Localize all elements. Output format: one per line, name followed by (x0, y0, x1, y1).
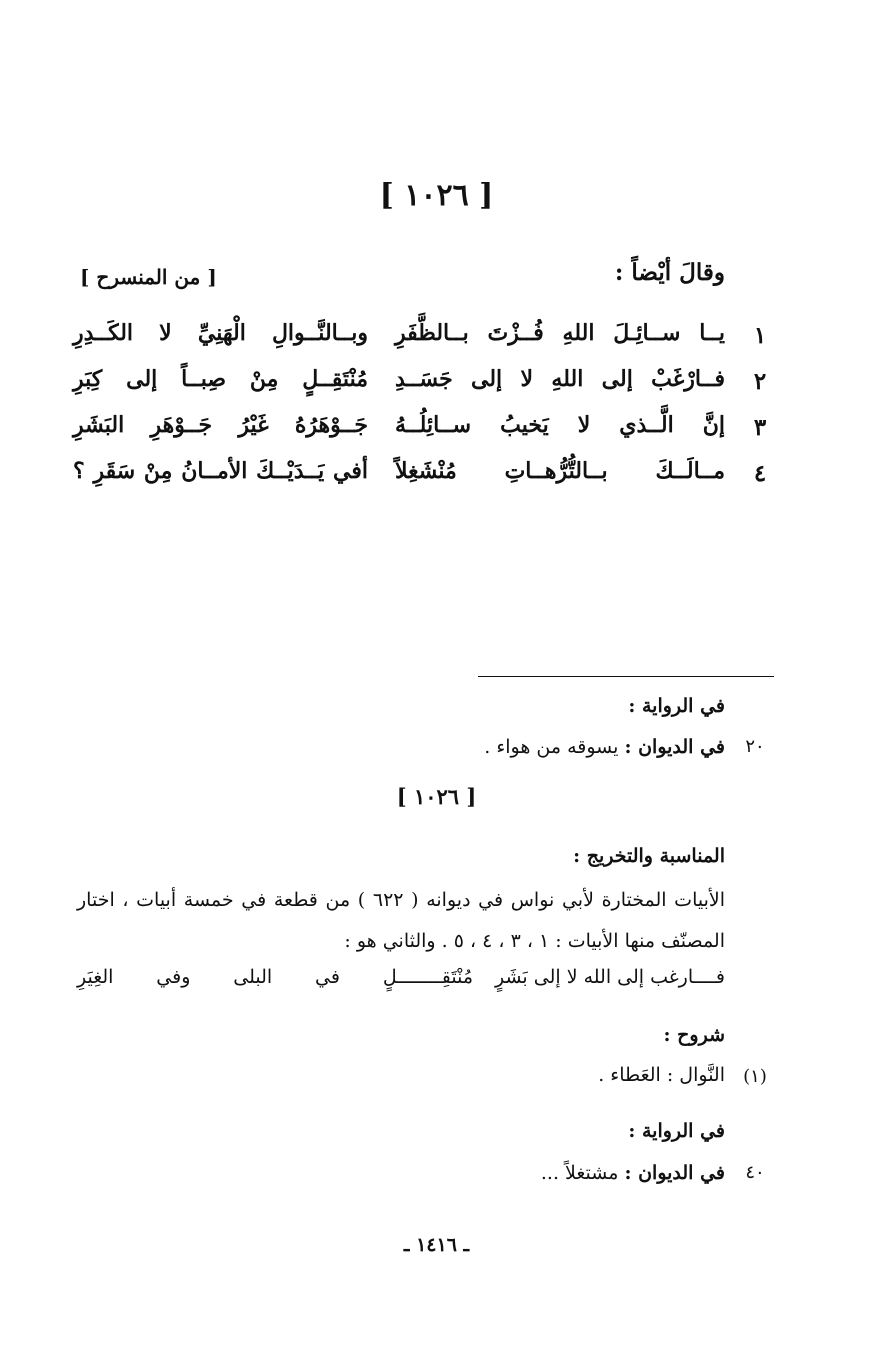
riwaya-note-text: يسوقه من هواء . (484, 736, 619, 758)
takhrij-line-1: الأبيات المختارة لأبي نواس في ديوانه ( ٦٢٢ ) من قطعة في خمسة أبيات ، اختار (77, 889, 725, 911)
riwaya-heading-2: في الرواية : (628, 1120, 725, 1142)
riwaya-note-text-2: مشتغلاً ... (540, 1162, 619, 1184)
verse-second-hemistich: جَــوْهَرُهُ غَيْرُ جَــوْهَرِ البَشَرِ (73, 412, 368, 438)
shuruh-number: (١) (743, 1066, 767, 1087)
notes-poem-ref: [ ١٠٢٦ ] (396, 784, 477, 809)
riwaya-note-label: في الديوان : (624, 736, 725, 758)
intro-line: وقالَ أيْضاً : (614, 259, 725, 286)
takhrij-heading: المناسبة والتخريج : (573, 845, 725, 867)
shuruh-heading: شروح : (663, 1024, 725, 1046)
takhrij-line-2: المصنّف منها الأبيات : ١ ، ٣ ، ٤ ، ٥ . والثاني هو : (344, 930, 725, 952)
verse-number: ١ (753, 322, 767, 349)
meter-label: [ من المنسرح ] (80, 265, 217, 289)
verse-second-hemistich: وبــالنَّــوالِ الْهَنِيِّ لا الكَــدِرِ (73, 320, 368, 346)
verse-second-hemistich: مُنْتَقِــلٍ مِنْ صِبــاً إلى كِبَرِ (73, 366, 368, 392)
cited-verse-first-hemistich: فــــارغب إلى الله لا إلى بَشَرٍ (494, 966, 725, 988)
note-verse-number: ٢٠ (745, 736, 765, 757)
note-verse-number-2: ٤٠ (745, 1162, 765, 1183)
riwaya-note-label-2: في الديوان : (624, 1162, 725, 1184)
verse-number: ٢ (753, 368, 767, 395)
verse-first-hemistich: إنَّ الَّــذي لا يَخيبُ ســائِلُــهُ (395, 412, 725, 438)
verse-first-hemistich: مــالَــكَ بــالتُّرُّهــاتِ مُنْشَغِلاً (395, 458, 725, 484)
riwaya-heading: في الرواية : (628, 695, 725, 717)
verse-first-hemistich: يــا ســائِـلَ اللهِ فُــزْتَ بــالظَّفَرِ (395, 320, 725, 346)
shuruh-text: النَّوال : العَطاء . (598, 1064, 725, 1086)
cited-verse-second-hemistich: مُنْتَقِــــــــلٍ في البلى وفي الغِيَرِ (77, 966, 473, 988)
verse-first-hemistich: فــارْغَبْ إلى اللهِ لا إلى جَسَــدِ (395, 366, 725, 392)
verse-number: ٤ (753, 460, 767, 487)
footnote-divider (478, 676, 774, 677)
verse-number: ٣ (753, 414, 767, 441)
page-number: ـ ١٤١٦ ـ (403, 1234, 470, 1256)
verse-second-hemistich: أفي يَــدَيْــكَ الأمــانُ مِنْ سَقَرِ ؟ (73, 458, 368, 484)
riwaya-note-2 (541, 1162, 725, 1184)
riwaya-note (484, 736, 725, 758)
poem-number: [ ١٠٢٦ ] (379, 178, 494, 213)
